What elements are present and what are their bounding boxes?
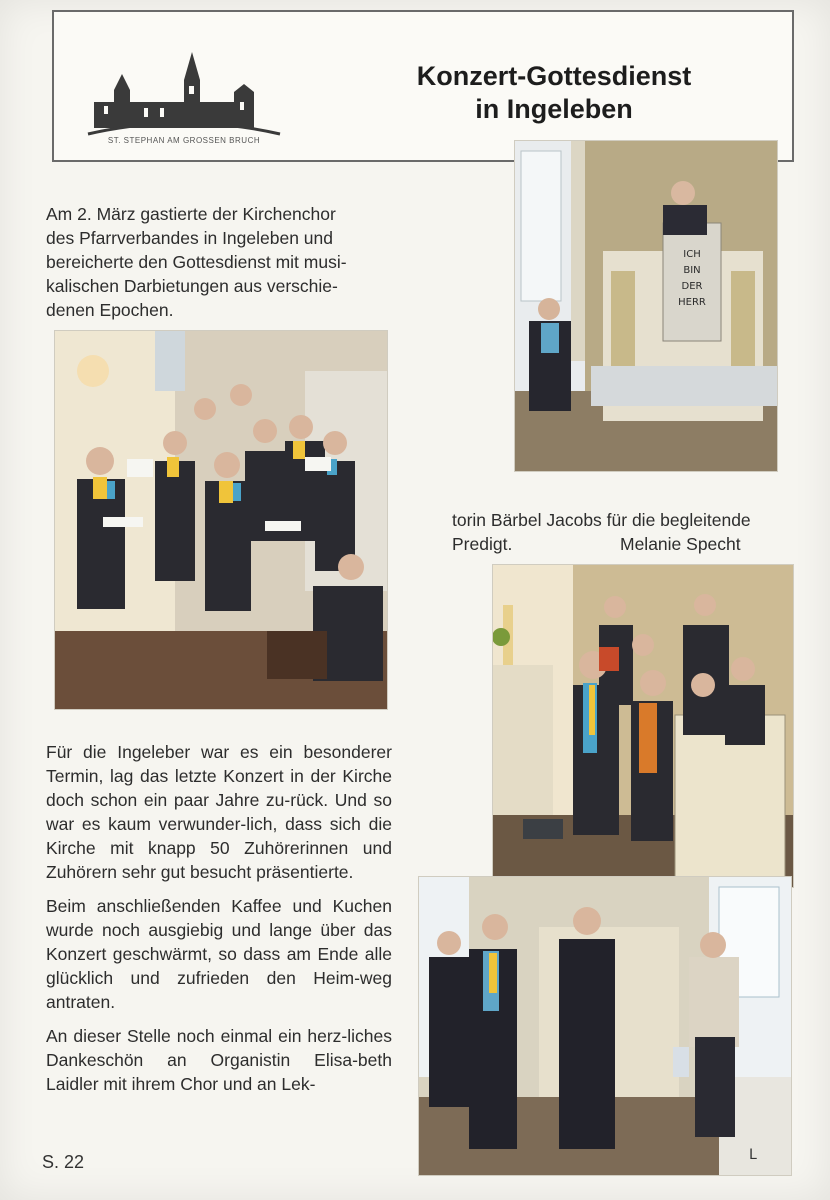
church-logo xyxy=(84,40,284,158)
body-paragraph: Beim anschließenden Kaffee und Kuchen wurde noch ausgiebig und lange über das Konzert geschwärmt, so dass am Ende alle glücklich und zufrieden den Heim-weg antraten. xyxy=(46,896,392,1012)
pulpit-sign-line: DER xyxy=(681,281,703,292)
photo-choir-altar xyxy=(492,564,794,888)
title-line-1: Konzert-Gottesdienst xyxy=(416,61,692,91)
intro-line: bereicherte den Gottesdienst mit musi- xyxy=(46,252,347,272)
title-line-2: in Ingeleben xyxy=(475,94,633,124)
pulpit-sign-line: HERR xyxy=(678,297,706,308)
page-number: S. 22 xyxy=(42,1152,85,1172)
photo-choir-singing xyxy=(54,330,388,710)
continuation-line-1: torin Bärbel Jacobs für die begleitende xyxy=(452,510,751,530)
intro-paragraph xyxy=(46,202,396,322)
intro-line: des Pfarrverbandes in Ingeleben und xyxy=(46,228,334,248)
body-text xyxy=(46,740,392,1106)
intro-line: denen Epochen. xyxy=(46,300,174,320)
intro-line: Am 2. März gastierte der Kirchenchor xyxy=(46,204,336,224)
pulpit-sign-line: BIN xyxy=(683,265,701,276)
author-name: Melanie Specht xyxy=(620,534,741,554)
logo-caption: ST. STEPHAN AM GROSSEN BRUCH xyxy=(107,136,261,145)
photo-mark: L xyxy=(749,1147,757,1163)
intro-line: kalischen Darbietungen aus verschie- xyxy=(46,276,338,296)
continuation-line-2-left: Predigt. xyxy=(452,534,513,554)
body-paragraph: Für die Ingeleber war es ein besonderer Termin, lag das letzte Konzert in der Kirche doch schon ein paar Jahre zu-rück. Und so war es kaum verwunder-lich, dass sich die Kirche mit knapp 50 Zuhörerinnen und Zuhörern sehr gut besucht präsentierte. xyxy=(46,742,392,882)
photo-pulpit-speaker xyxy=(514,140,778,472)
church-silhouette-icon xyxy=(84,40,284,150)
pulpit-sign-line: ICH xyxy=(683,249,701,260)
page-title xyxy=(354,60,754,126)
photo-group-front xyxy=(418,876,792,1176)
body-paragraph: An dieser Stelle noch einmal ein herz-liches Dankeschön an Organistin Elisa-beth Laidler mit ihrem Chor und an Lek- xyxy=(46,1026,392,1094)
